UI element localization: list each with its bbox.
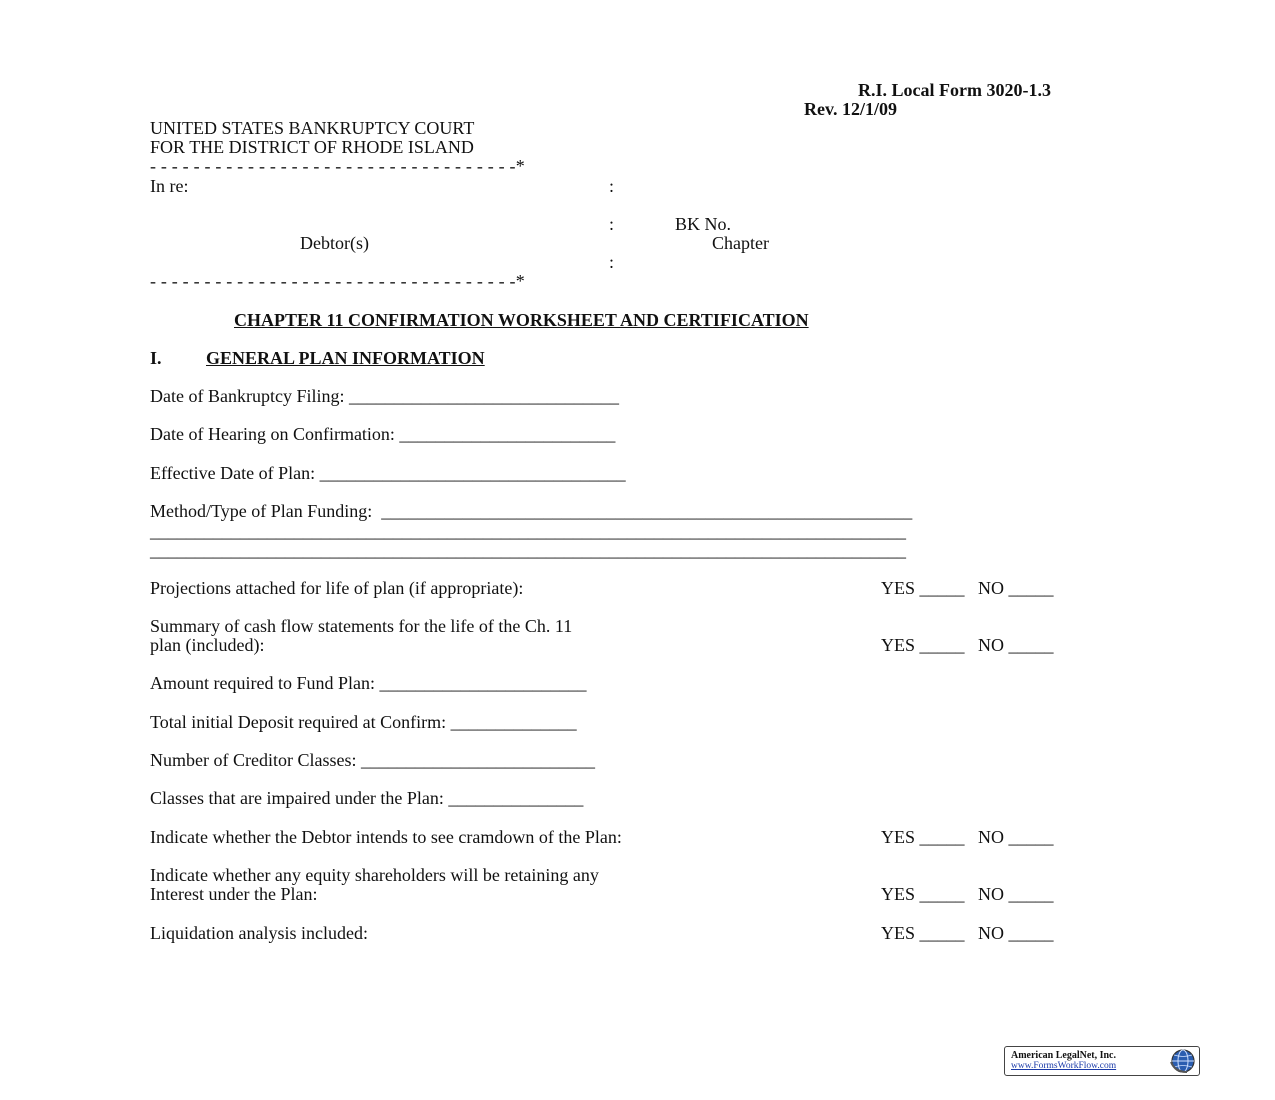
document-title: CHAPTER 11 CONFIRMATION WORKSHEET AND CERTIFICATION	[234, 310, 809, 330]
bk-number-label: BK No.	[675, 214, 732, 234]
section-heading: GENERAL PLAN INFORMATION	[206, 348, 485, 368]
form-number: R.I. Local Form 3020-1.3	[858, 80, 1051, 100]
globe-logo-icon	[1169, 1048, 1197, 1074]
projections-label: Projections attached for life of plan (if appropriate):	[150, 578, 524, 598]
cramdown-yes-no[interactable]: YES _____ NO _____	[881, 827, 1054, 847]
caption-colon: :	[609, 252, 615, 272]
equity-yes-no[interactable]: YES _____ NO _____	[881, 884, 1054, 904]
caption-divider-top: - - - - - - - - - - - - - - - - - - - - - - - - - - - - - - - - - -*	[150, 156, 525, 176]
cash-flow-label: Summary of cash flow statements for the life of the Ch. 11	[150, 616, 573, 636]
equity-label-cont: Interest under the Plan:	[150, 884, 318, 904]
creditor-classes-field[interactable]: Number of Creditor Classes: __________________________	[150, 750, 595, 770]
cash-flow-yes-no[interactable]: YES _____ NO _____	[881, 635, 1054, 655]
caption-colon: :	[609, 176, 615, 196]
badge-website-link[interactable]: www.FormsWorkFlow.com	[1011, 1061, 1117, 1071]
court-name: UNITED STATES BANKRUPTCY COURT	[150, 118, 475, 138]
projections-yes-no[interactable]: YES _____ NO _____	[881, 578, 1054, 598]
equity-label: Indicate whether any equity shareholders will be retaining any	[150, 865, 599, 885]
caption-colon: :	[609, 214, 615, 234]
cash-flow-label-cont: plan (included):	[150, 635, 265, 655]
cramdown-label: Indicate whether the Debtor intends to see cramdown of the Plan:	[150, 827, 622, 847]
legalnet-badge[interactable]	[1004, 1046, 1200, 1076]
debtor-label: Debtor(s)	[300, 233, 369, 253]
liquidation-yes-no[interactable]: YES _____ NO _____	[881, 923, 1054, 943]
date-of-hearing-field[interactable]: Date of Hearing on Confirmation: ________________________	[150, 424, 616, 444]
plan-funding-line-3[interactable]: ____________________________________________________________________________________	[150, 540, 906, 560]
initial-deposit-field[interactable]: Total initial Deposit required at Confirm: ______________	[150, 712, 577, 732]
effective-date-field[interactable]: Effective Date of Plan: __________________________________	[150, 463, 626, 483]
court-district: FOR THE DISTRICT OF RHODE ISLAND	[150, 137, 474, 157]
in-re-label: In re:	[150, 176, 189, 196]
date-of-filing-field[interactable]: Date of Bankruptcy Filing: ______________________________	[150, 386, 619, 406]
plan-funding-line-2[interactable]: ____________________________________________________________________________________	[150, 521, 906, 541]
liquidation-label: Liquidation analysis included:	[150, 923, 368, 943]
amount-required-field[interactable]: Amount required to Fund Plan: _______________________	[150, 673, 587, 693]
caption-divider-bottom: - - - - - - - - - - - - - - - - - - - - - - - - - - - - - - - - - -*	[150, 271, 525, 291]
plan-funding-field[interactable]: Method/Type of Plan Funding: ___________________________________________________________	[150, 501, 913, 521]
form-revision: Rev. 12/1/09	[804, 99, 897, 119]
chapter-label: Chapter	[712, 233, 769, 253]
badge-company: American LegalNet, Inc.	[1011, 1050, 1116, 1061]
section-number: I.	[150, 348, 162, 368]
impaired-classes-field[interactable]: Classes that are impaired under the Plan: _______________	[150, 788, 584, 808]
